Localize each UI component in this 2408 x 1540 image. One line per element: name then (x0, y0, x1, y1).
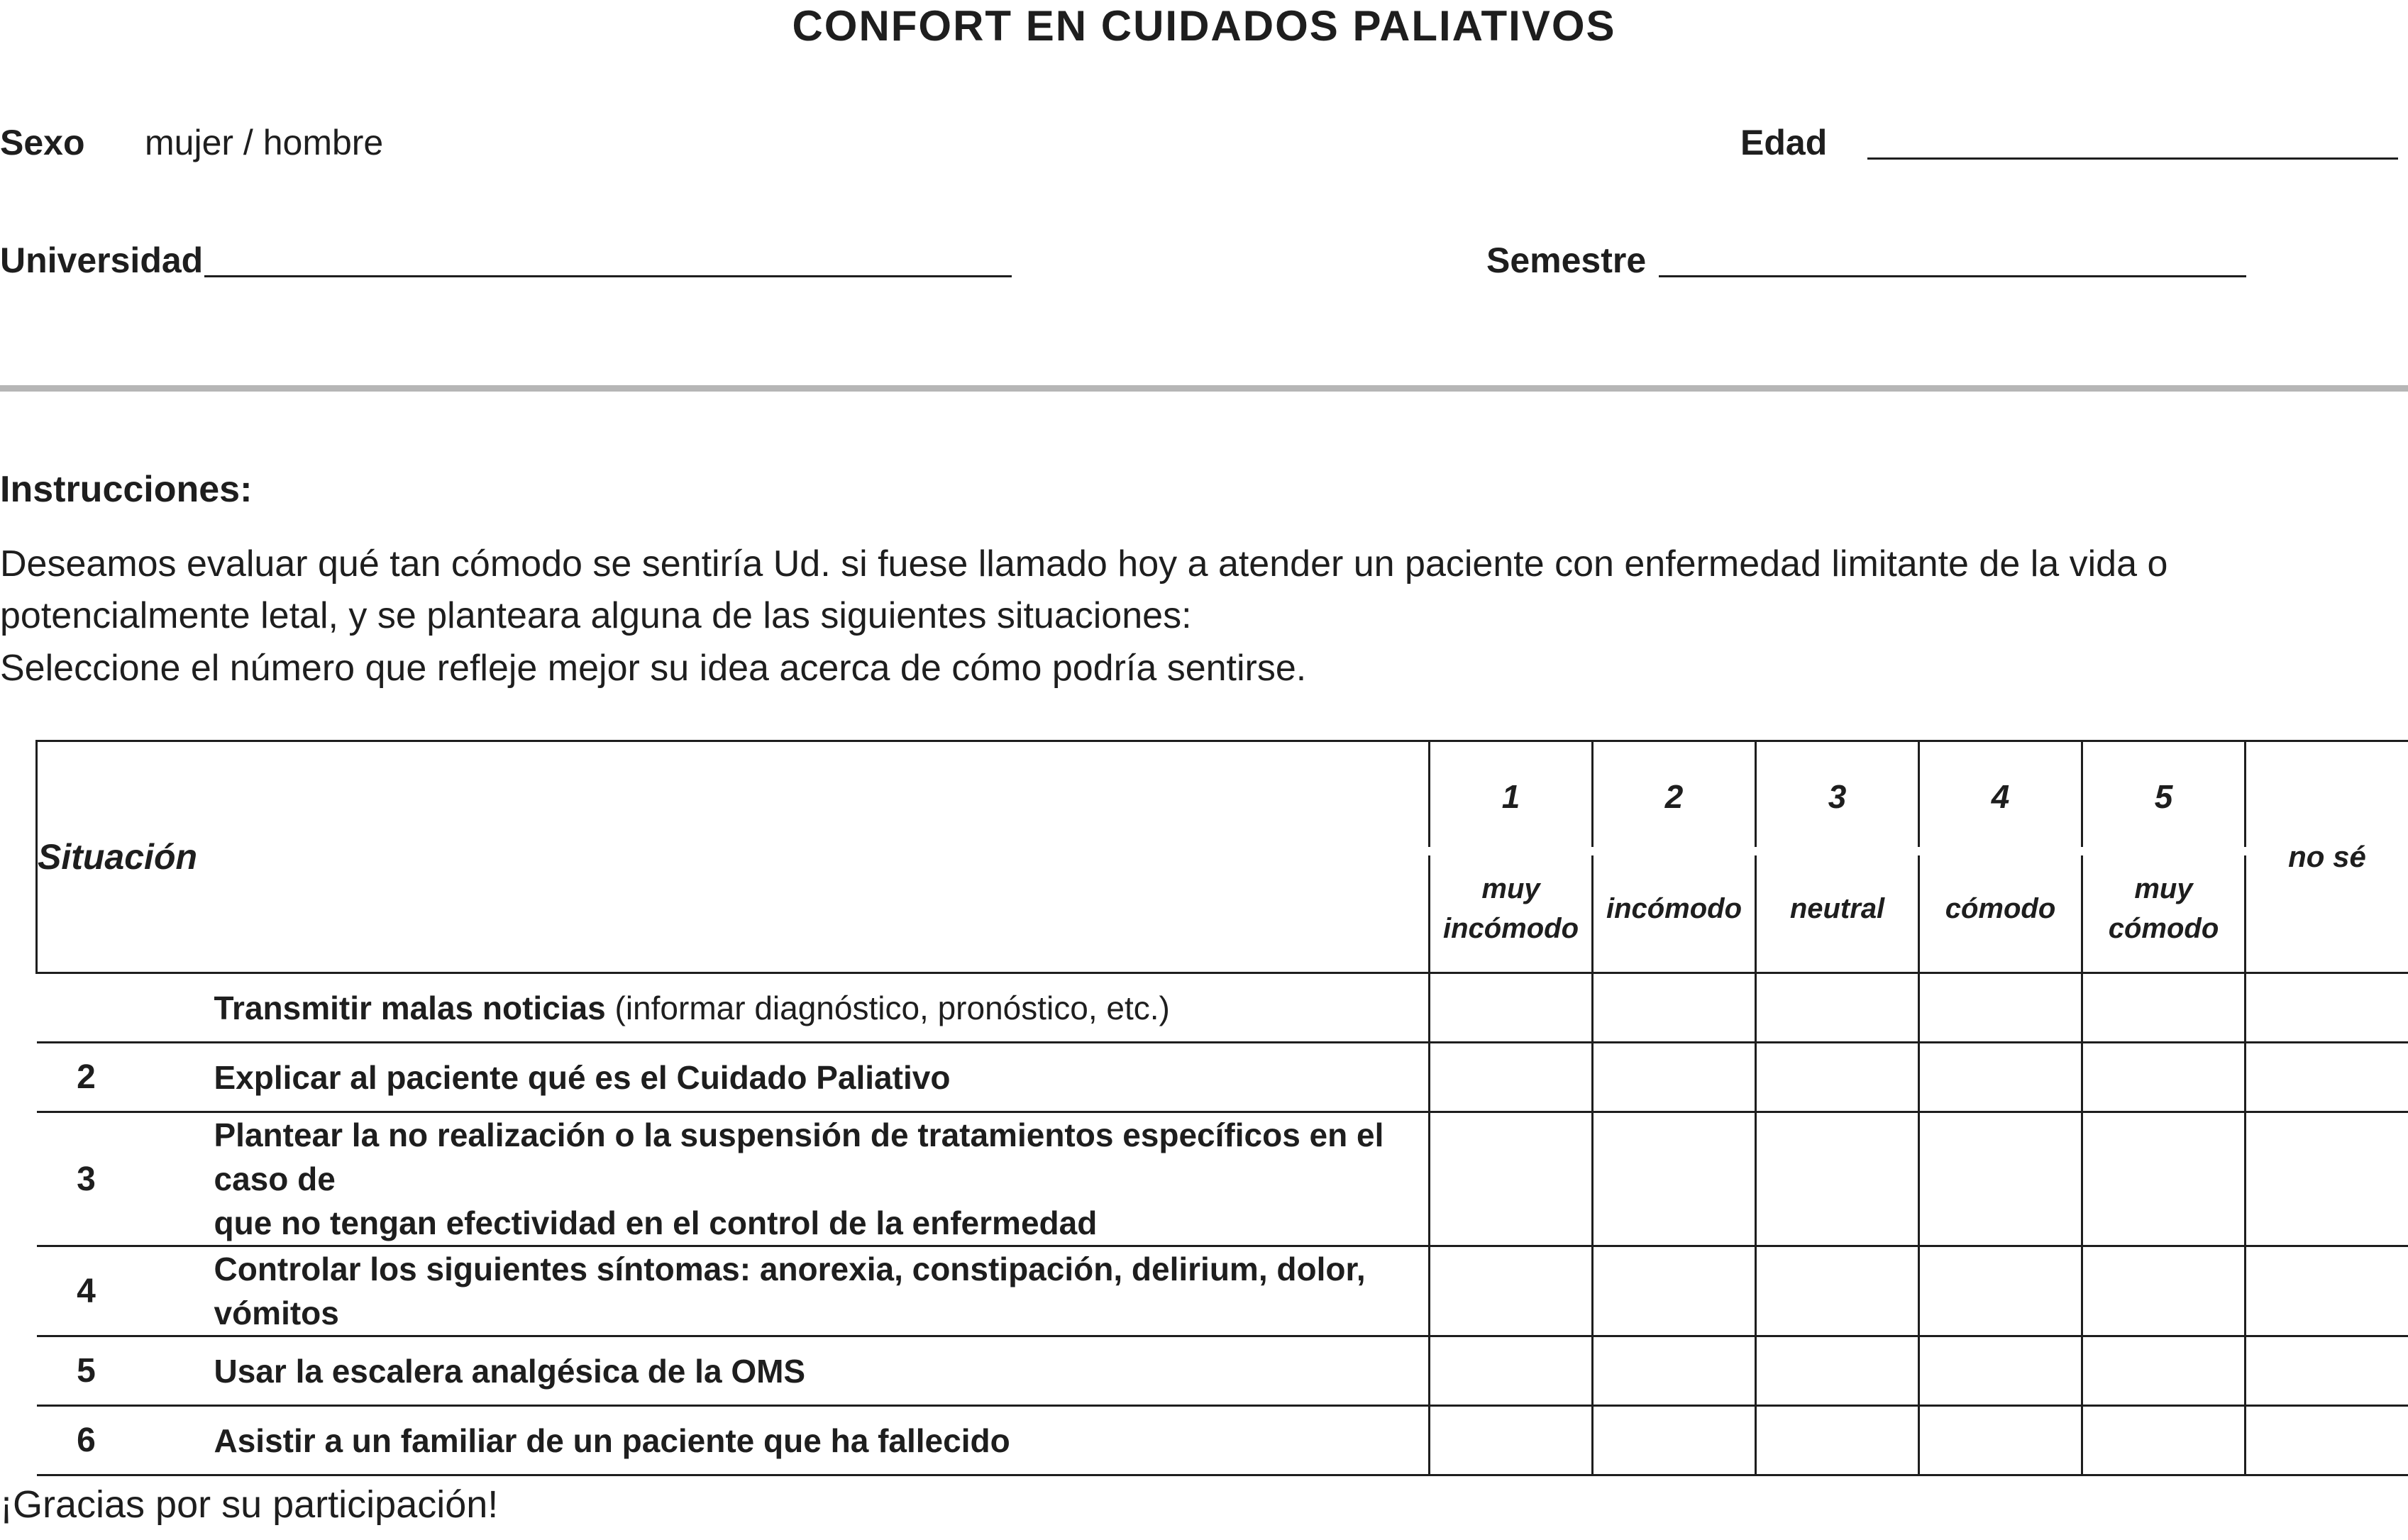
situation-text: Usar la escalera analgésica de la OMS (136, 1336, 1430, 1406)
answer-cell-5[interactable] (2082, 1336, 2246, 1406)
row-number: 5 (37, 1336, 136, 1406)
edad-field[interactable] (1867, 157, 2398, 160)
answer-cell-4[interactable] (1919, 1112, 2082, 1246)
answer-cell-no-se[interactable] (2246, 1336, 2408, 1406)
row-number: 3 (37, 1112, 136, 1246)
table-row (37, 1406, 2408, 1475)
answer-cell-3[interactable] (1756, 1112, 1919, 1246)
scale-header-1 (1430, 741, 1593, 973)
row-number: 4 (37, 1246, 136, 1336)
answer-cell-3[interactable] (1756, 1336, 1919, 1406)
table-row (37, 1246, 2408, 1336)
situation-text: Plantear la no realización o la suspensión de tratamientos específicos en el caso de que no tengan efectividad en el control de la enfermedad (136, 1112, 1430, 1246)
scale-label: incómodo (1606, 893, 1743, 924)
answer-cell-2[interactable] (1593, 1406, 1756, 1475)
answer-cell-5[interactable] (2082, 1043, 2246, 1112)
scale-number: 1 (1501, 778, 1520, 815)
situation-text: Asistir a un familiar de un paciente que ha fallecido (136, 1406, 1430, 1475)
answer-cell-1[interactable] (1430, 973, 1593, 1043)
row-number: 6 (37, 1406, 136, 1475)
answer-cell-5[interactable] (2082, 1406, 2246, 1475)
table-row (37, 1043, 2408, 1112)
section-divider (0, 385, 2408, 392)
answer-cell-3[interactable] (1756, 1406, 1919, 1475)
semestre-field[interactable] (1659, 275, 2246, 277)
answer-cell-4[interactable] (1919, 1246, 2082, 1336)
answer-cell-1[interactable] (1430, 1336, 1593, 1406)
table-row (37, 973, 2408, 1043)
answer-cell-1[interactable] (1430, 1112, 1593, 1246)
answer-cell-3[interactable] (1756, 1043, 1919, 1112)
answer-cell-1[interactable] (1430, 1043, 1593, 1112)
scale-label: neutral (1789, 893, 1885, 924)
survey-table (35, 740, 2408, 1476)
no-se-header: no sé (2246, 741, 2408, 973)
row-number: 2 (37, 1043, 136, 1112)
answer-cell-3[interactable] (1756, 1246, 1919, 1336)
situation-text: Explicar al paciente qué es el Cuidado Paliativo (136, 1043, 1430, 1112)
form-title: CONFORT EN CUIDADOS PALIATIVOS (792, 2, 1616, 50)
scale-label: muy cómodo (2108, 873, 2219, 944)
row-number (37, 973, 136, 1043)
thank-you-note: ¡Gracias por su participación! (0, 1483, 499, 1526)
answer-cell-2[interactable] (1593, 1246, 1756, 1336)
universidad-field[interactable] (204, 275, 1012, 277)
answer-cell-1[interactable] (1430, 1246, 1593, 1336)
table-row (37, 1112, 2408, 1246)
scale-number: 2 (1664, 778, 1684, 815)
scale-label: muy incómodo (1442, 873, 1579, 944)
scale-label: cómodo (1945, 893, 2056, 924)
answer-cell-no-se[interactable] (2246, 973, 2408, 1043)
instructions-title: Instrucciones: (0, 469, 253, 510)
scale-number: 5 (2154, 778, 2173, 815)
answer-cell-2[interactable] (1593, 973, 1756, 1043)
scale-header-5 (2082, 741, 2246, 973)
answer-cell-5[interactable] (2082, 973, 2246, 1043)
answer-cell-no-se[interactable] (2246, 1112, 2408, 1246)
semestre-label: Semestre (1486, 240, 1647, 280)
answer-cell-4[interactable] (1919, 1406, 2082, 1475)
answer-cell-2[interactable] (1593, 1112, 1756, 1246)
situation-text: Transmitir malas noticias (informar diagnóstico, pronóstico, etc.) (136, 973, 1430, 1043)
situation-text: Controlar los siguientes síntomas: anorexia, constipación, delirium, dolor, vómitos (136, 1246, 1430, 1336)
answer-cell-no-se[interactable] (2246, 1246, 2408, 1336)
answer-cell-4[interactable] (1919, 1336, 2082, 1406)
header-row (37, 741, 2408, 973)
answer-cell-no-se[interactable] (2246, 1043, 2408, 1112)
sexo-options[interactable]: mujer / hombre (145, 123, 384, 162)
edad-label: Edad (1740, 123, 1828, 162)
answer-cell-3[interactable] (1756, 973, 1919, 1043)
answer-cell-4[interactable] (1919, 973, 2082, 1043)
instructions-line-3: Seleccione el número que refleje mejor su idea acerca de cómo podría sentirse. (0, 648, 1307, 689)
answer-cell-4[interactable] (1919, 1043, 2082, 1112)
answer-cell-5[interactable] (2082, 1112, 2246, 1246)
scale-header-2 (1593, 741, 1756, 973)
instructions-line-2: potencialmente letal, y se planteara alguna de las siguientes situaciones: (0, 595, 1192, 636)
answer-cell-2[interactable] (1593, 1336, 1756, 1406)
answer-cell-2[interactable] (1593, 1043, 1756, 1112)
answer-cell-5[interactable] (2082, 1246, 2246, 1336)
table-row (37, 1336, 2408, 1406)
scale-header-4 (1919, 741, 2082, 973)
answer-cell-no-se[interactable] (2246, 1406, 2408, 1475)
scale-header-3 (1756, 741, 1919, 973)
situation-header: Situación (37, 741, 1430, 973)
answer-cell-1[interactable] (1430, 1406, 1593, 1475)
universidad-label: Universidad (0, 240, 204, 280)
sexo-label: Sexo (0, 123, 85, 162)
scale-number: 3 (1828, 778, 1847, 815)
instructions-line-1: Deseamos evaluar qué tan cómodo se sentiría Ud. si fuese llamado hoy a atender un paciente con enfermedad limitante de la vida o (0, 543, 2168, 585)
scale-number: 4 (1991, 778, 2010, 815)
